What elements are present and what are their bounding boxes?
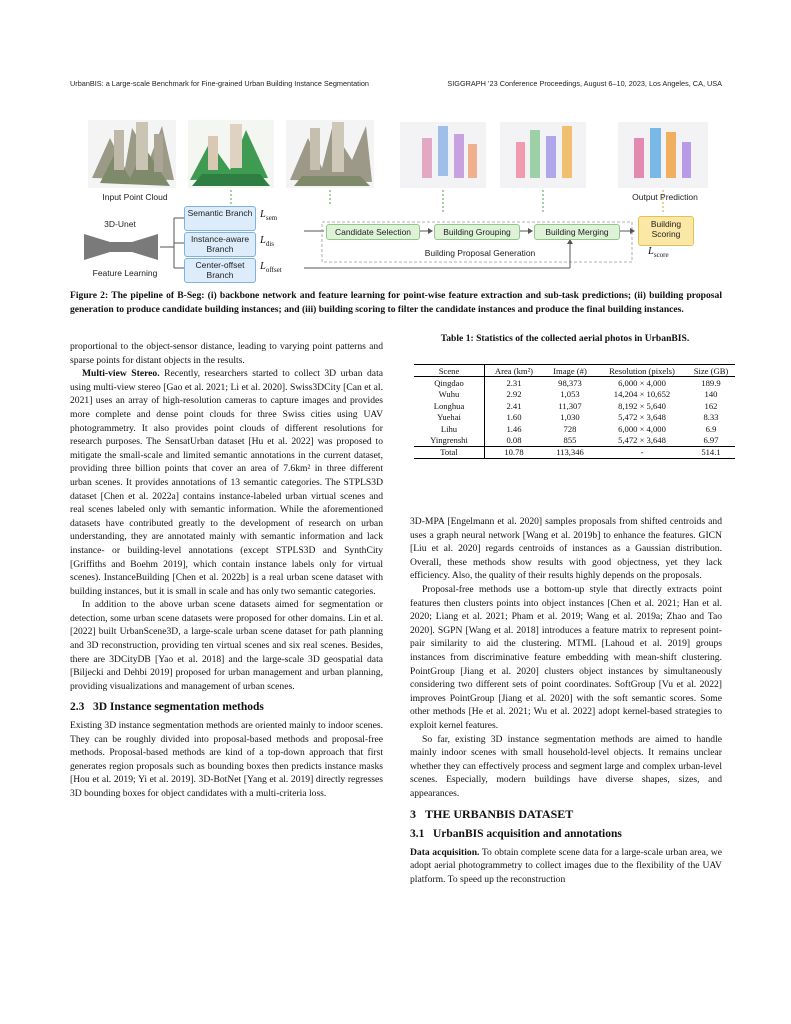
paragraph-mvs: [70, 367, 383, 598]
table-cell: 140: [704, 389, 718, 400]
table-cell: 1,030: [560, 412, 580, 423]
statistics-table: [414, 364, 735, 459]
proposal-generation-label: Building Proposal Generation: [424, 248, 536, 258]
paragraph: So far, existing 3D instance segmentation methods are aimed to handle mainly indoor scenes with small household-level objects. It remains unclear whether they can effectively process and segment large and complex urban-level scenes. Especially, modern buildings have diverse shapes, sizes, and appearances.: [410, 733, 722, 799]
paragraph: proportional to the object-sensor distance, leading to varying point patterns and sparse points for distant objects in the results.: [70, 341, 383, 366]
table-total-row: Total 10.78 113,346 - 514.1: [414, 446, 735, 458]
right-column: [410, 515, 722, 886]
table-row: [414, 377, 735, 389]
paragraph-heading: Multi-view Stereo.: [82, 368, 160, 380]
table-cell: 6,000 × 4,000: [618, 378, 666, 389]
semantic-branch-box: Semantic Branch: [184, 206, 256, 231]
unet-label: 3D-Unet: [104, 219, 136, 229]
table-cell: 2.92: [506, 389, 522, 400]
table-row: [414, 434, 735, 446]
grouping-image: [500, 122, 586, 188]
table-cell: Longhua: [414, 400, 485, 411]
col-resolution: Resolution (pixels): [597, 365, 687, 377]
table-cell: 6,000 × 4,000: [618, 423, 666, 434]
table-header-row: [414, 365, 735, 377]
section-heading-3: 3 THE URBANBIS DATASET: [410, 807, 574, 822]
table-cell: 14,204 × 10,652: [613, 389, 671, 400]
paragraph: Existing 3D instance segmentation methods are oriented mainly to indoor scenes. They can be roughly divided into proposal-based methods and proposal-free methods. Proposal-based methods are kind of a top-down approach that first generates region proposals such as bounding boxes then predicts instance masks [Hou et al. 2019; Yi et al. 2019]. 3D-BotNet [Yang et al. 2019] directly regresses 3D bounding boxes for object candidates with a multi-criteria loss.: [70, 720, 383, 799]
table-row: [414, 423, 735, 434]
figure-pipeline: [70, 108, 722, 284]
paragraph-body: To obtain complete scene data for a large-scale urban area, we adopt aerial photogrammetry to collect images due to the flexibility of the UAV platform. To speed up the reconstruction: [410, 846, 722, 885]
table-cell: Qingdao: [414, 377, 485, 389]
paragraph-body: Recently, researchers started to collect 3D urban data using multi-view stereo [Gao et al. 2021; Li et al. 2020]. Swiss3DCity [Can et al. 2021] uses an array of high-resolution cameras to capture images and provides more complete and dense point clouds for three Swiss cities using UAV photogrammetry. It also provides point clouds of different resolutions for research purposes. The SensatUrban dataset [Hu et al. 2022] was proposed to mitigate the small-scale and limited semantic annotations in the current dataset, providing three billion points that cover an area of 7.6km² in three different urban scenes. It provides annotations of 13 semantic categories. The STPLS3D dataset [Chen et al. 2022a] contains instance-labeled urban virtual scenes and real scenes labeled only with semantic information. While the aforementioned datasets have contributed greatly to the development of research on urban understanding, they are annotated mainly with semantic information and lack instance- or building-level annotations (except STPLS3D and SynthCity [Griffiths and Boehm 2019], which contain instance labels only for virtual scenes). InstanceBuilding [Chen et al. 2022b] is a real urban scene dataset with building instances, but it is small in scale and has only two semantic categories.: [70, 368, 383, 597]
table-cell: 6.97: [703, 435, 719, 446]
semantic-prediction-image: [188, 120, 274, 188]
header-left: UrbanBIS: a Large-scale Benchmark for Fine-grained Urban Building Instance Segmentation: [70, 79, 369, 88]
left-column: [70, 340, 383, 801]
figure-caption: Figure 2: The pipeline of B-Seg: (i) backbone network and feature learning for point-wise feature extraction and sub-task predictions; (ii) building proposal generation to produce candidate building instances; and (iii) building scoring to filter the candidate instances and produce the final building instances.: [70, 290, 722, 315]
table-row: [414, 389, 735, 400]
loss-sem: $L_{sem}$: [260, 209, 278, 223]
paragraph-data-acquisition: [410, 846, 722, 887]
table-cell: 855: [563, 435, 577, 446]
table-cell: 2.41: [506, 400, 522, 411]
table-cell: 5,472 × 3,648: [618, 435, 666, 446]
table-cell: 98,373: [558, 378, 582, 389]
col-area: Area (km²): [485, 365, 544, 377]
candidate-selection-box: Candidate Selection: [326, 224, 420, 240]
paragraph: 3D-MPA [Engelmann et al. 2020] samples proposals from shifted centroids and uses a graph neural network [Wang et al. 2019b] to enhance the features. GICN [Liu et al. 2020] regards centroids of instances as a Gaussian distribution. Overall, these methods show results with good objectness, yet they lack efficiency. Also, the quality of their results highly depends on the proposals.: [410, 516, 722, 582]
running-header: [70, 79, 722, 88]
feature-learning-label: Feature Learning: [92, 268, 158, 278]
building-merging-box: Building Merging: [534, 224, 620, 240]
col-size: Size (GB): [687, 365, 735, 377]
table-row: [414, 412, 735, 423]
col-images: Image (#): [543, 365, 597, 377]
table-caption: Table 1: Statistics of the collected aerial photos in UrbanBIS.: [440, 333, 690, 344]
table-cell: 1.46: [506, 423, 522, 434]
col-scene: Scene: [414, 365, 485, 377]
instance-embedding-image: [286, 120, 374, 188]
table-cell: 2.31: [506, 378, 522, 389]
header-right: SIGGRAPH ’23 Conference Proceedings, August 6–10, 2023, Los Angeles, CA, USA: [447, 79, 722, 88]
statistics-table-wrap: [414, 364, 735, 459]
paragraph-heading: Data acquisition.: [410, 846, 480, 858]
center-offset-branch-box: Center-offset Branch: [184, 258, 256, 283]
table-cell: Yuehai: [414, 412, 485, 423]
building-scoring-box: Building Scoring: [638, 216, 694, 246]
input-point-cloud-label: Input Point Cloud: [102, 192, 168, 202]
table-cell: 5,472 × 3,648: [618, 412, 666, 423]
table-cell: Wuhu: [414, 389, 485, 400]
loss-offset: $L_{offset}$: [260, 261, 282, 275]
instance-branch-box: Instance-aware Branch: [184, 232, 256, 257]
table-cell: 162: [704, 400, 718, 411]
section-heading-3-1: 3.1 UrbanBIS acquisition and annotations: [410, 828, 622, 841]
table-cell: 189.9: [701, 378, 721, 389]
table-row: [414, 400, 735, 411]
paragraph: Proposal-free methods use a bottom-up style that directly extracts point features then clusters points into object instances [Chen et al. 2021; Han et al. 2020; Liang et al. 2021; Pham et al. 2019; Wang et al. 2019a; Zhao and Tao 2020]. SGPN [Wang et al. 2018] introduces a feature matrix to represent point-pair similarity to aid the clustering. MTML [Lahoud et al. 2019] groups instances from discriminative feature embedding with mean-shift clustering. PointGroup [Jiang et al. 2020] clusters object instances by simultaneously considering two different sets of point coordinates. SoftGroup [Vu et al. 2022] improves PointGroup [Jiang et al. 2020] with the soft semantic scores. Some other methods [He et al. 2021; Wu et al. 2022] adopt kernel-based strategies to exploit kernel features.: [410, 583, 722, 731]
output-prediction-label: Output Prediction: [632, 192, 698, 202]
table-cell: 6.9: [705, 423, 717, 434]
table-cell: 8,192 × 5,640: [618, 400, 666, 411]
input-point-cloud-image: [88, 120, 176, 188]
output-prediction-image: [618, 122, 708, 188]
section-heading-2-3: 2.3 3D Instance segmentation methods: [70, 701, 264, 714]
table-cell: 1.60: [506, 412, 522, 423]
paragraph: In addition to the above urban scene datasets aimed for segmentation or detection, some urban scene datasets were proposed for other domains. Lin et al. [2022] built UrbanScene3D, a large-scale urban scene dataset for path planning and 3D reconstruction, providing ten virtual scenes and six real scenes. Besides, there are 3DCityDB [Yao et al. 2018] and the large-scale 3D geospatial data [Biljecki and Dehbi 2019] proposed for urban management and urban planning, providing visualizations and management of urban scenes.: [70, 599, 383, 692]
offset-prediction-image: [400, 122, 486, 188]
table-cell: 1,053: [560, 389, 580, 400]
building-grouping-box: Building Grouping: [434, 224, 520, 240]
table-cell: 11,307: [558, 400, 582, 411]
loss-score: $L_{score}$: [648, 246, 669, 260]
table-cell: 8.33: [703, 412, 719, 423]
table-cell: Yingrenshi: [414, 434, 485, 446]
table-cell: Lihu: [414, 423, 485, 434]
table-cell: 728: [563, 423, 577, 434]
loss-dis: $L_{dis}$: [260, 235, 275, 249]
table-cell: 0.08: [506, 435, 522, 446]
